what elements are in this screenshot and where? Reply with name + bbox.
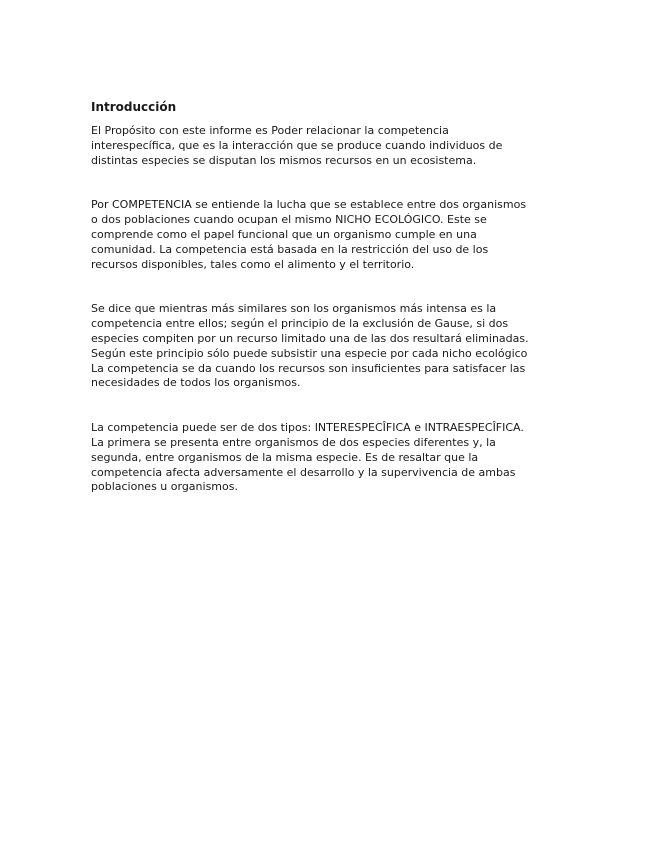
document-body xyxy=(91,100,571,495)
paragraph-competition-definition: Por COMPETENCIA se entiende la lucha que se establece entre dos organismos o dos poblaciones cuando ocupan el mismo NICHO ECOLÓGICO. Este se comprende como el papel funcional que un organismo cumple en una comunidad. La competencia está basada en la restricción del uso de los recursos disponibles, tales como el alimento y el territorio. xyxy=(91,198,527,271)
paragraph-competition-types: La competencia puede ser de dos tipos: INTERESPECÎFICA e INTRAESPECÎFICA. La primera se presenta entre organismos de dos especies diferentes y, la segunda, entre organismos de la misma especie. Es de resaltar que la competencia afecta adversamente el desarrollo y la supervivencia de ambas poblaciones u organismos. xyxy=(91,421,524,494)
section-heading: Introducción xyxy=(91,100,177,114)
paragraph-purpose: El Propósito con este informe es Poder relacionar la competencia interespecífica, que es la interacción que se produce cuando individuos de distintas especies se disputan los mismos recursos en un ecosistema. xyxy=(91,124,503,167)
paragraph-gause-principle: Se dice que mientras más similares son los organismos más intensa es la competencia entre ellos; según el principio de la exclusión de Gause, si dos especies compiten por un recurso limitado una de las dos resultará eliminadas. Según este principio sólo puede subsistir una especie por cada nicho ecológico La competencia se da cuando los recursos son insuficientes para satisfacer las necesidades de todos los organismos. xyxy=(91,302,529,390)
